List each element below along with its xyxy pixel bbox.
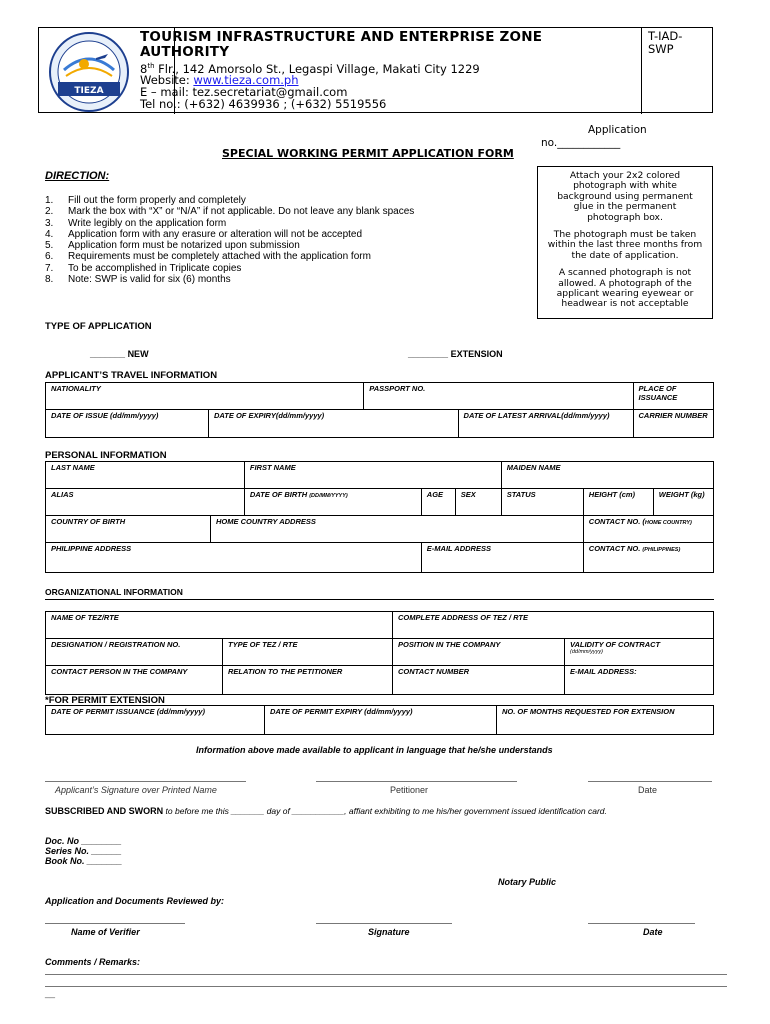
direction-item-number: 5.	[45, 240, 54, 252]
contact-person-field[interactable]: CONTACT PERSON IN THE COMPANY	[46, 666, 223, 695]
direction-item	[45, 206, 414, 217]
position-field[interactable]: POSITION IN THE COMPANY	[393, 639, 565, 666]
direction-item	[45, 274, 414, 285]
form-title: SPECIAL WORKING PERMIT APPLICATION FORM	[222, 147, 514, 160]
direction-item	[45, 229, 414, 240]
website-link[interactable]: www.tieza.com.ph	[193, 73, 299, 87]
petitioner-label: Petitioner	[390, 785, 429, 795]
direction-item-number: 2.	[45, 206, 54, 218]
address-tez-field[interactable]: COMPLETE ADDRESS OF TEZ / RTE	[393, 612, 714, 639]
org-tel: Tel no.: (+632) 4639936 ; (+632) 5519556	[140, 97, 387, 111]
photo-instruction: The photograph must be taken within the last three months from the date of application.	[547, 229, 703, 261]
book-no[interactable]: Book No. _______	[45, 856, 123, 866]
review-title: Application and Documents Reviewed by:	[45, 896, 225, 906]
weight-field[interactable]: WEIGHT (kg)	[653, 489, 713, 516]
photo-instruction: Attach your 2x2 colored photograph with white background using permanent glue in the permanent photograph box.	[557, 170, 693, 223]
direction-item-text: Requirements must be completely attached with the application form	[68, 251, 371, 263]
extension-option[interactable]: ________ EXTENSION	[408, 349, 503, 359]
direction-title: DIRECTION:	[45, 170, 110, 182]
comment-line-tail[interactable]: __	[45, 988, 56, 998]
direction-item-text: Mark the box with “X” or “N/A” if not applicable. Do not leave any blank spaces	[68, 206, 415, 218]
country-of-birth-field[interactable]: COUNTRY OF BIRTH	[46, 516, 211, 543]
personal-info-title: PERSONAL INFORMATION	[45, 450, 167, 461]
org-info-title: ORGANIZATIONAL INFORMATION	[45, 587, 183, 597]
first-name-field[interactable]: FIRST NAME	[244, 462, 501, 489]
comment-line[interactable]	[45, 986, 727, 987]
contact-home-field[interactable]: CONTACT NO. (HOME COUNTRY)	[583, 516, 713, 543]
org-email-field[interactable]: E-MAIL ADDRESS:	[565, 666, 714, 695]
sex-field[interactable]: SEX	[455, 489, 501, 516]
header-divider	[641, 28, 642, 114]
email-address-field[interactable]: E-MAIL ADDRESS	[421, 543, 583, 573]
info-note: Information above made available to applicant in language that he/she understands	[196, 745, 553, 755]
org-email: E – mail: tez.secretariat@gmail.com	[140, 85, 348, 99]
signature-label: Signature	[368, 927, 410, 937]
date-of-expiry-field[interactable]: DATE OF EXPIRY(dd/mm/yyyy)	[209, 410, 459, 438]
home-country-address-field[interactable]: HOME COUNTRY ADDRESS	[211, 516, 584, 543]
extension-table	[45, 705, 714, 735]
comments-title: Comments / Remarks:	[45, 957, 141, 967]
photo-instruction: A scanned photograph is not allowed. A photograph of the applicant wearing eyewear or headwear is not acceptable	[556, 267, 694, 310]
carrier-number-field[interactable]: CARRIER NUMBER	[633, 410, 714, 438]
permit-issuance-field[interactable]: DATE OF PERMIT ISSUANCE (dd/mm/yyyy)	[46, 706, 265, 735]
name-tez-field[interactable]: NAME OF TEZ/RTE	[46, 612, 393, 639]
form-code: T-IAD- SWP	[648, 29, 683, 56]
series-no[interactable]: Series No. ______	[45, 846, 122, 856]
direction-item-number: 4.	[45, 228, 54, 240]
direction-item-text: Note: SWP is valid for six (6) months	[68, 274, 231, 286]
type-of-application-title: TYPE OF APPLICATION	[45, 321, 152, 332]
date-of-issue-field[interactable]: DATE OF ISSUE (dd/mm/yyyy)	[46, 410, 209, 438]
org-name: TOURISM INFRASTRUCTURE AND ENTERPRISE ZONE AUTHORITY	[140, 29, 543, 60]
direction-item-text: Application form must be notarized upon submission	[68, 240, 300, 252]
months-requested-field[interactable]: NO. OF MONTHS REQUESTED FOR EXTENSION	[497, 706, 714, 735]
contact-ph-field[interactable]: CONTACT NO. (PHILIPPINES)	[583, 543, 713, 573]
signature-line[interactable]	[316, 923, 452, 924]
applicant-signature-label: Applicant’s Signature over Printed Name	[55, 785, 217, 795]
application-no-field[interactable]: no.____________	[541, 137, 621, 149]
photo-box[interactable]	[537, 166, 713, 319]
validity-field[interactable]: VALIDITY OF CONTRACT (dd/mm/yyyy)	[565, 639, 714, 666]
direction-item	[45, 251, 414, 262]
designation-field[interactable]: DESIGNATION / REGISTRATION NO.	[46, 639, 223, 666]
permit-expiry-field[interactable]: DATE OF PERMIT EXPIRY (dd/mm/yyyy)	[265, 706, 497, 735]
personal-info-table	[45, 461, 714, 573]
direction-item-number: 6.	[45, 251, 54, 263]
extension-title: *FOR PERMIT EXTENSION	[45, 695, 165, 706]
new-option[interactable]: _______ NEW	[90, 349, 149, 359]
contact-number-field[interactable]: CONTACT NUMBER	[393, 666, 565, 695]
org-address: 8th Flr., 142 Amorsolo St., Legaspi Village, Makati City 1229	[140, 61, 480, 76]
dob-field[interactable]: DATE OF BIRTH (DD/MM/YYYY)	[244, 489, 421, 516]
org-website: Website: www.tieza.com.ph	[140, 73, 299, 87]
date-label: Date	[638, 785, 658, 795]
direction-item-text: Application form with any erasure or alteration will not be accepted	[68, 228, 363, 240]
date-latest-arrival-field[interactable]: DATE OF LATEST ARRIVAL(dd/mm/yyyy)	[458, 410, 633, 438]
direction-item-text: Write legibly on the application form	[68, 217, 227, 229]
direction-item-text: Fill out the form properly and completely	[68, 195, 246, 206]
signature-line[interactable]	[45, 781, 246, 782]
org-divider	[45, 599, 714, 600]
travel-info-title: APPLICANT’S TRAVEL INFORMATION	[45, 370, 218, 381]
direction-item	[45, 218, 414, 229]
verifier-label: Name of Verifier	[71, 927, 140, 937]
direction-list	[45, 195, 414, 285]
verifier-line[interactable]	[45, 923, 185, 924]
direction-item	[45, 240, 414, 251]
review-date-label: Date	[643, 927, 663, 937]
direction-item	[45, 195, 414, 206]
org-info-table	[45, 611, 714, 695]
application-no-label: Application	[588, 124, 647, 136]
philippine-address-field[interactable]: PHILIPPINE ADDRESS	[46, 543, 422, 573]
tieza-logo	[44, 30, 134, 114]
travel-info-table	[45, 382, 714, 438]
direction-item-number: 7.	[45, 262, 54, 274]
nationality-field[interactable]: NATIONALITY	[46, 383, 364, 410]
passport-no-field[interactable]: PASSPORT NO.	[364, 383, 633, 410]
sworn-statement: SUBSCRIBED AND SWORN to before me this _______ day of ___________, affiant exhibiting to me his/her government issued identification card.	[45, 806, 607, 816]
maiden-name-field[interactable]: MAIDEN NAME	[501, 462, 713, 489]
relation-field[interactable]: RELATION TO THE PETITIONER	[223, 666, 393, 695]
doc-no[interactable]: Doc. No ________	[45, 836, 122, 846]
alias-field[interactable]: ALIAS	[46, 489, 245, 516]
signature-line[interactable]	[588, 781, 712, 782]
direction-item-number: 3.	[45, 217, 54, 229]
signature-line[interactable]	[316, 781, 517, 782]
type-tez-field[interactable]: TYPE OF TEZ / RTE	[223, 639, 393, 666]
date-line[interactable]	[588, 923, 695, 924]
age-field[interactable]: AGE	[421, 489, 455, 516]
direction-item-number: 8.	[45, 274, 54, 286]
place-of-issuance-field[interactable]: PLACE OF ISSUANCE	[633, 383, 714, 410]
logo-text: TIEZA	[74, 86, 104, 96]
status-field[interactable]: STATUS	[501, 489, 583, 516]
direction-item-number: 1.	[45, 195, 54, 206]
comment-line[interactable]	[45, 974, 727, 975]
last-name-field[interactable]: LAST NAME	[46, 462, 245, 489]
direction-item	[45, 263, 414, 274]
height-field[interactable]: HEIGHT (cm)	[583, 489, 653, 516]
direction-item-text: To be accomplished in Triplicate copies	[68, 262, 242, 274]
notary-public-label: Notary Public	[498, 877, 557, 887]
